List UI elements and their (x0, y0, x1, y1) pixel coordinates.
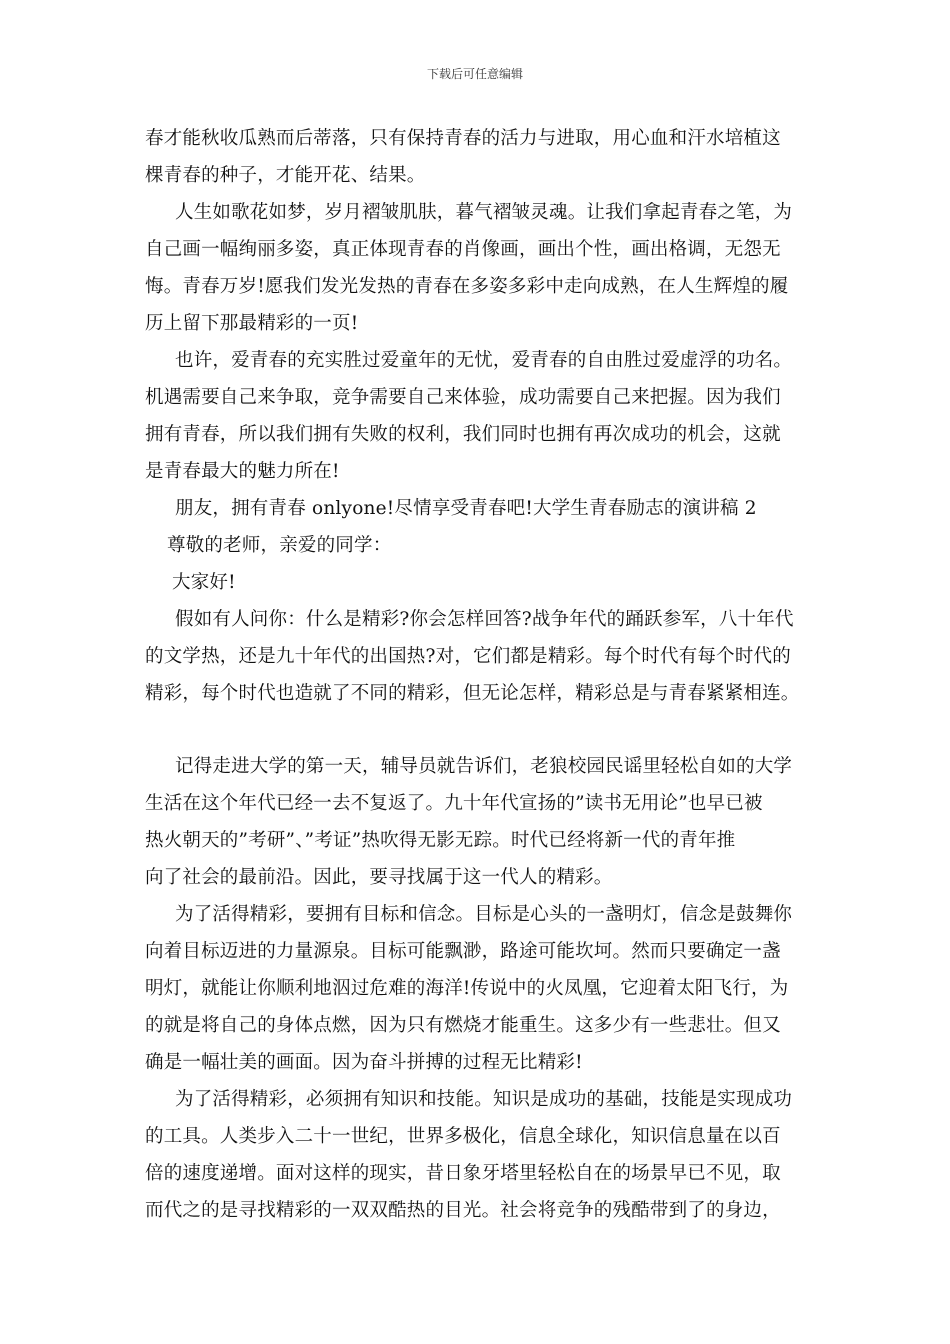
paragraph-line: 倍的速度递增。面对这样的现实，昔日象牙塔里轻松自在的场景早已不见，取 (145, 1163, 781, 1184)
salutation-line: 尊敬的老师，亲爱的同学： (167, 535, 392, 556)
document-body (145, 120, 835, 1229)
paragraph-line: 自己画一幅绚丽多姿，真正体现青春的肖像画，画出个性，画出格调，无怨无 (145, 239, 781, 260)
paragraph-line: 的工具。人类步入二十一世纪，世界多极化，信息全球化，知识信息量在以百 (145, 1126, 781, 1147)
paragraph-line: 历上留下那最精彩的一页! (145, 313, 359, 334)
paragraph-line: 为了活得精彩，必须拥有知识和技能。知识是成功的基础，技能是实现成功 (175, 1089, 793, 1110)
paragraph-line: 的文学热，还是九十年代的出国热?对，它们都是精彩。每个时代有每个时代的 (145, 646, 791, 667)
paragraph-line: 向了社会的最前沿。因此，要寻找属于这一代人的精彩。 (145, 867, 613, 888)
blank-line (145, 712, 835, 748)
paragraph-line: 精彩，每个时代也造就了不同的精彩，但无论怎样，精彩总是与青春紧紧相连。 (145, 683, 800, 704)
paragraph-line: 棵青春的种子，才能开花、结果。 (145, 165, 426, 186)
paragraph-line: 悔。青春万岁!愿我们发光发热的青春在多姿多彩中走向成熟，在人生辉煌的履 (145, 276, 789, 297)
paragraph-line: 是青春最大的魅力所在! (145, 461, 340, 482)
paragraph-line: 朋友，拥有青春 onlyone!尽情享受青春吧!大学生青春励志的演讲稿 2 (175, 498, 757, 519)
paragraph-line: 机遇需要自己来争取，竞争需要自己来体验，成功需要自己来把握。因为我们 (145, 387, 781, 408)
paragraph-line: 生活在这个年代已经一去不复返了。九十年代宣扬的”读书无用论”也早已被 (145, 793, 763, 814)
paragraph-line: 向着目标迈进的力量源泉。目标可能飘渺，路途可能坎坷。然而只要确定一盏 (145, 941, 781, 962)
paragraph-line: 记得走进大学的第一天，辅导员就告诉们，老狼校园民谣里轻松自如的大学 (175, 756, 793, 777)
paragraph-line: 春才能秋收瓜熟而后蒂落，只有保持青春的活力与进取，用心血和汗水培植这 (145, 128, 781, 149)
paragraph-line: 明灯，就能让你顺利地泅过危难的海洋!传说中的火凤凰，它迎着太阳飞行，为 (145, 978, 789, 999)
paragraph-line: 人生如歌花如梦，岁月褶皱肌肤，暮气褶皱灵魂。让我们拿起青春之笔，为 (175, 202, 793, 223)
paragraph-line: 热火朝天的”考研”、”考证”热吹得无影无踪。时代已经将新一代的青年推 (145, 830, 736, 851)
paragraph-line: 也许，爱青春的充实胜过爱童年的无忧，爱青春的自由胜过爱虚浮的功名。 (175, 350, 793, 371)
paragraph-line: 为了活得精彩，要拥有目标和信念。目标是心头的一盏明灯，信念是鼓舞你 (175, 904, 793, 925)
paragraph-line: 的就是将自己的身体点燃，因为只有燃烧才能重生。这多少有一些悲壮。但又 (145, 1015, 781, 1036)
paragraph-line: 而代之的是寻找精彩的一双双酷热的目光。社会将竞争的残酷带到了的身边， (145, 1200, 781, 1221)
page-header: 下载后可任意编辑 (426, 67, 523, 81)
paragraph-line: 假如有人问你：什么是精彩?你会怎样回答?战争年代的踊跃参军，八十年代 (175, 609, 794, 630)
paragraph-line: 拥有青春，所以我们拥有失败的权利，我们同时也拥有再次成功的机会，这就 (145, 424, 781, 445)
paragraph-line: 确是一幅壮美的画面。因为奋斗拼搏的过程无比精彩! (145, 1052, 583, 1073)
greeting-line: 大家好! (172, 572, 236, 593)
